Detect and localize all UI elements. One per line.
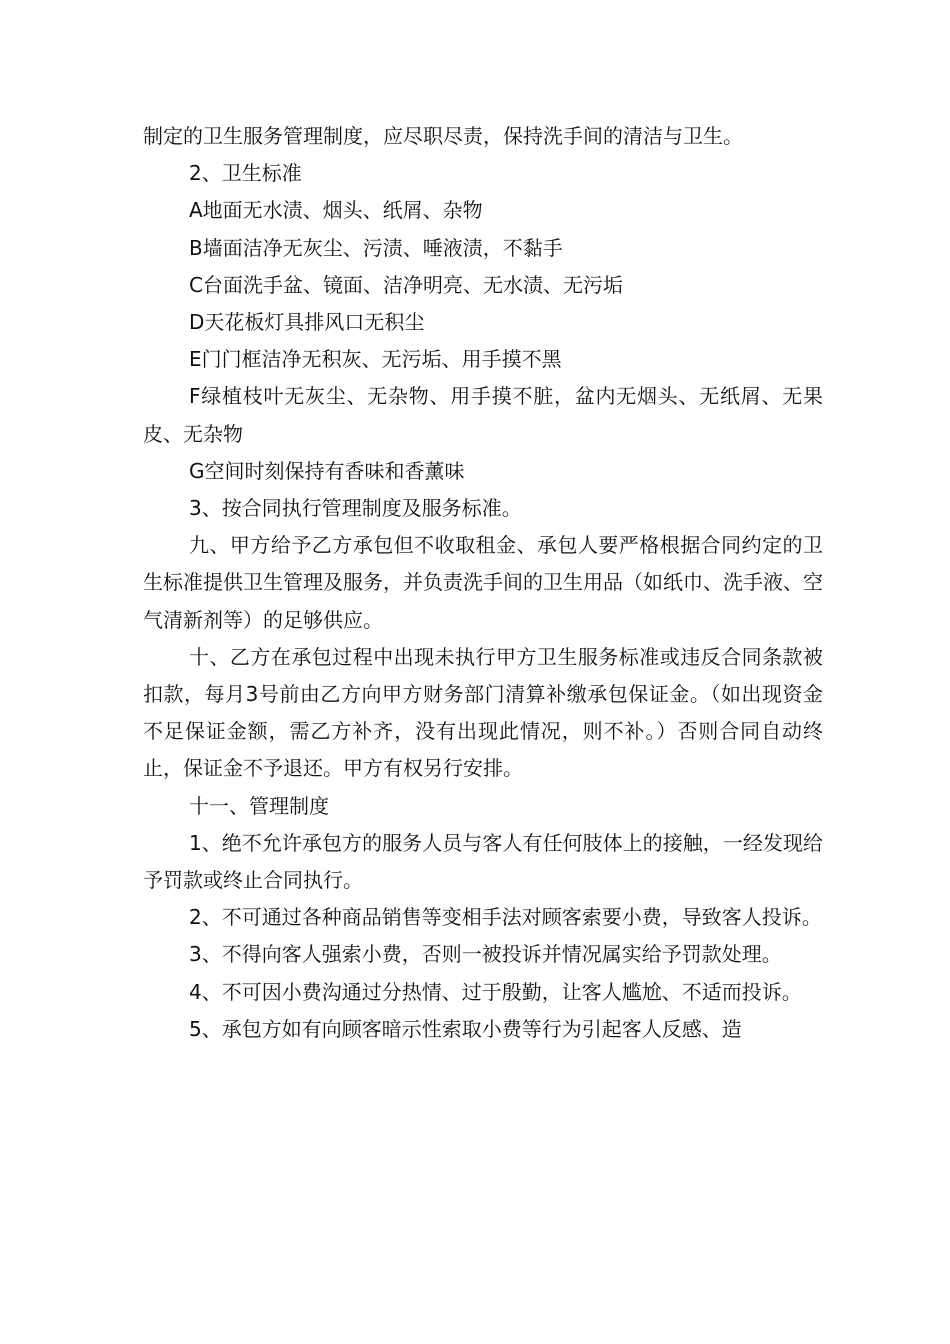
paragraph: F绿植枝叶无灰尘、无杂物、用手摸不脏，盆内无烟头、无纸屑、无果皮、无杂物 xyxy=(143,384,823,446)
paragraph: D天花板灯具排风口无积尘 xyxy=(189,310,425,335)
paragraph: 2、不可通过各种商品销售等变相手法对顾客索要小费，导致客人投诉。 xyxy=(189,905,822,930)
paragraph: G空间时刻保持有香味和香薰味 xyxy=(189,458,465,483)
paragraph: 1、绝不允许承包方的服务人员与客人有任何肢体上的接触，一经发现给予罚款或终止合同执行。 xyxy=(143,830,823,893)
paragraph: C台面洗手盆、镜面、洁净明亮、无水渍、无污垢 xyxy=(189,272,623,297)
paragraph: 制定的卫生服务管理制度，应尽职尽责，保持洗手间的清洁与卫生。 xyxy=(143,124,743,148)
paragraph: 3、不得向客人强索小费，否则一被投诉并情况属实给予罚款处理。 xyxy=(189,942,782,967)
paragraph: 2、卫生标准 xyxy=(189,161,302,186)
paragraph: 4、不可因小费沟通过分热情、过于殷勤，让客人尴尬、不适而投诉。 xyxy=(189,979,802,1004)
paragraph: 3、按合同执行管理制度及服务标准。 xyxy=(189,496,522,521)
paragraph: 十一、管理制度 xyxy=(189,793,329,818)
paragraph: 十、乙方在承包过程中出现未执行甲方卫生服务标准或违反合同条款被扣款，每月3号前由乙方向甲方财务部门清算补缴承包保证金。（如出现资金不足保证金额，需乙方补齐，没有出现此情况，则不补。）否则合同自动终止，保证金不予退还。甲方有权另行安排。 xyxy=(143,644,823,781)
paragraph: 九、甲方给予乙方承包但不收取租金、承包人要严格根据合同约定的卫生标准提供卫生管理及服务，并负责洗手间的卫生用品（如纸巾、洗手液、空气清新剂等）的足够供应。 xyxy=(143,533,823,632)
paragraph: 5、承包方如有向顾客暗示性索取小费等行为引起客人反感、造 xyxy=(189,1016,742,1041)
document-body xyxy=(143,118,823,1048)
paragraph: B墙面洁净无灰尘、污渍、唾液渍，不黏手 xyxy=(189,235,563,260)
paragraph: A地面无水渍、烟头、纸屑、杂物 xyxy=(189,198,483,223)
paragraph: E门门框洁净无积灰、无污垢、用手摸不黑 xyxy=(189,347,562,372)
